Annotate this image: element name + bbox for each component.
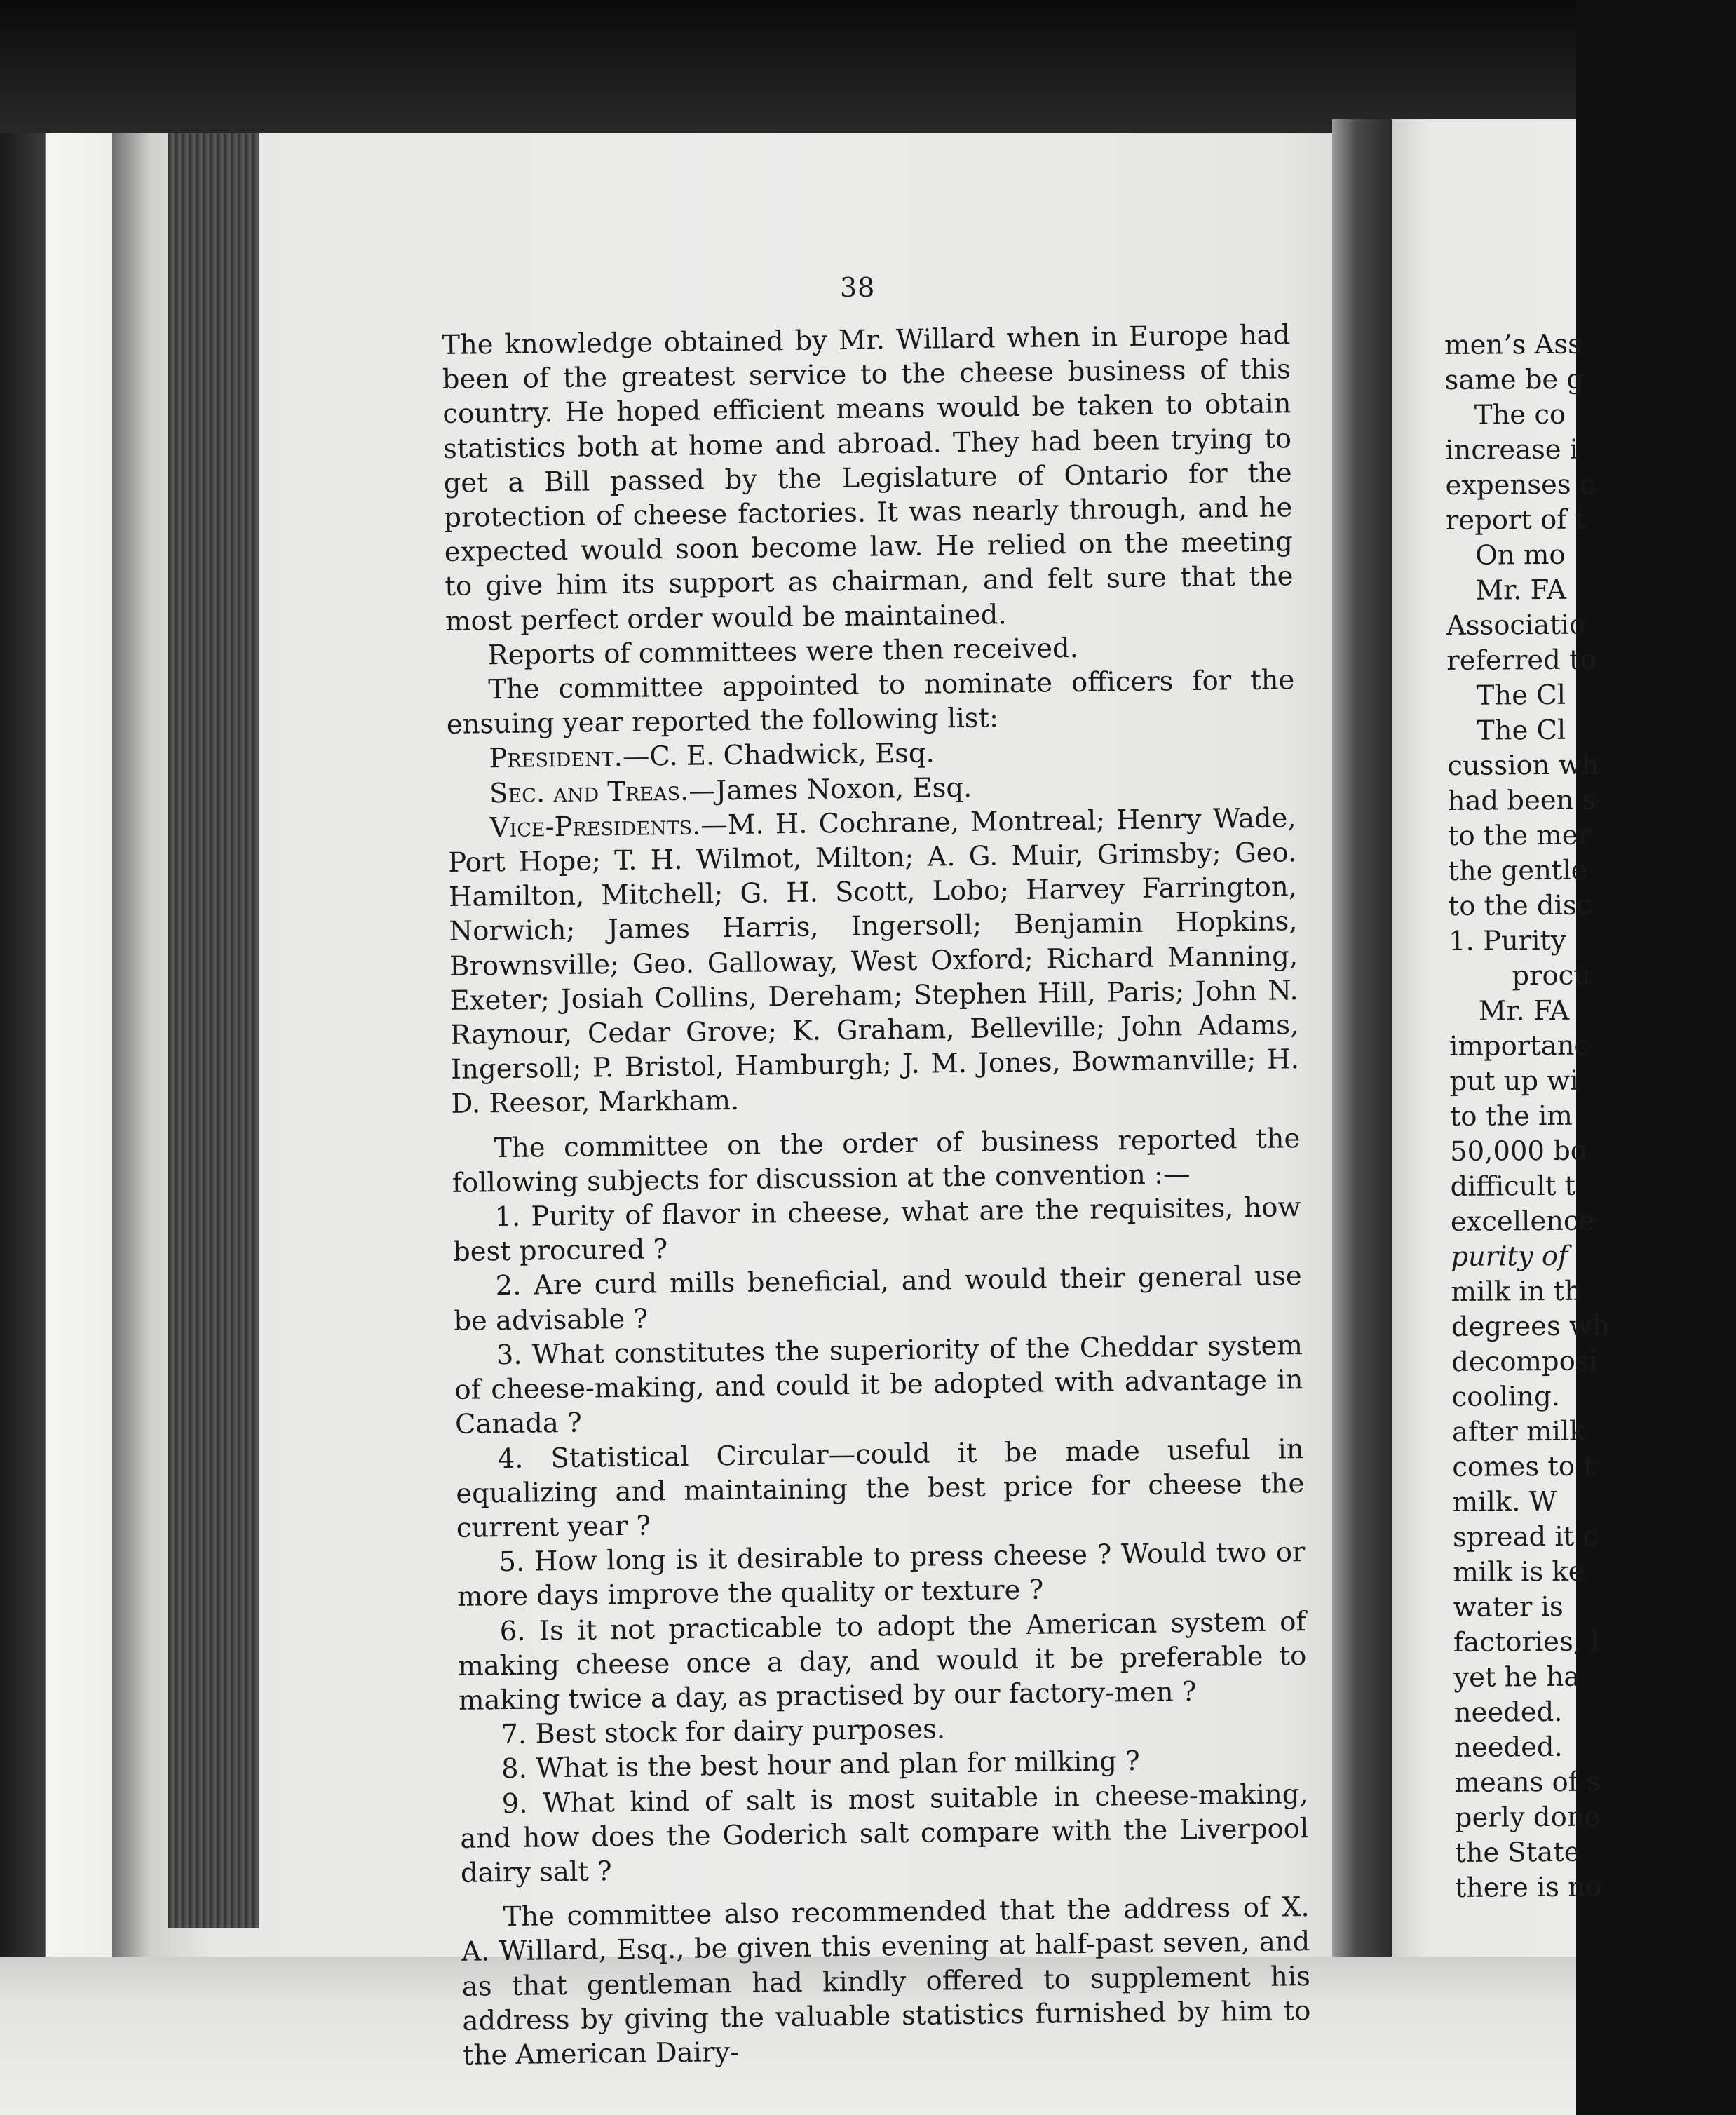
right-line: Mr. FA xyxy=(1478,994,1570,1027)
subject-item: 1. Purity of flavor in cheese, what are the requisites, how best procured ? xyxy=(452,1191,1301,1269)
right-line: procu xyxy=(1512,959,1592,992)
page-edges xyxy=(168,133,259,1928)
right-line: decomposi xyxy=(1451,1345,1599,1378)
right-page-text xyxy=(1444,326,1736,1906)
right-line: report of t xyxy=(1445,504,1587,536)
right-line: yet he ha xyxy=(1453,1661,1580,1694)
right-line: cooling. xyxy=(1451,1380,1561,1413)
right-line: there is no xyxy=(1455,1871,1602,1904)
right-line: milk is ke xyxy=(1453,1555,1585,1588)
paragraph-intro: The knowledge obtained by Mr. Willard when in Europe had been of the greatest service to the cheese business of this country. He hoped efficient means would be taken to obtain statistics both at home and abroad. They had been trying to get a Bill passed by the Legislature of Ontario for the protection of cheese factories. It was nearly through, and he expected would soon become law. He relied on the meeting to give him its support as chairman, and felt sure that the most perfect order would be maintained. xyxy=(442,319,1294,637)
right-line: comes to t xyxy=(1452,1450,1594,1483)
subject-item: 9. What kind of salt is most suitable in cheese-making, and how does the Goderich salt compare with the Liverpool dairy salt ? xyxy=(460,1778,1309,1889)
right-line: Mr. FA xyxy=(1475,574,1567,607)
right-line: to the disc xyxy=(1448,889,1592,922)
right-line: On mo xyxy=(1475,539,1566,572)
right-line: milk. W xyxy=(1452,1485,1557,1518)
right-line: expenses c xyxy=(1445,468,1595,501)
paragraph-reports: Reports of committees were then received. xyxy=(487,632,1079,672)
subject-item: 3. What constitutes the superiority of the Cheddar system of cheese-making, and could it be adopted with advantage in Canada ? xyxy=(454,1330,1303,1441)
right-line: milk in th xyxy=(1451,1275,1582,1308)
president-name: —C. E. Chadwick, Esq. xyxy=(622,737,935,773)
subject-item: 5. How long is it desirable to press cheese ? Would two or more days improve the quality or texture ? xyxy=(456,1536,1306,1614)
right-line: spread it c xyxy=(1452,1520,1599,1553)
right-line: to the mer xyxy=(1447,819,1592,852)
right-line: factories, l xyxy=(1453,1626,1599,1658)
subject-item: 2. Are curd mills beneficial, and would their general use be advisable ? xyxy=(454,1260,1302,1337)
right-line: The co xyxy=(1474,398,1566,431)
right-line: importanc xyxy=(1449,1029,1590,1062)
right-line: perly done xyxy=(1454,1801,1601,1834)
scan-background-left xyxy=(0,133,112,2115)
officer-vice-presidents xyxy=(447,801,1299,1122)
right-line: means of s xyxy=(1454,1766,1601,1799)
right-line: The Cl xyxy=(1476,714,1566,747)
subject-item: 7. Best stock for dairy purposes. xyxy=(501,1713,946,1751)
right-line: same be g xyxy=(1444,363,1585,396)
right-line: to the im xyxy=(1449,1100,1573,1133)
right-line: increase i xyxy=(1445,433,1579,466)
book-gutter xyxy=(1332,119,1392,1978)
secretary-label: Sec. and Treas. xyxy=(489,775,689,809)
paragraph-nominations: The committee appointed to nominate officers for the ensuing year reported the following list: xyxy=(446,664,1295,741)
president-label: President. xyxy=(489,741,623,775)
right-line: needed. xyxy=(1453,1731,1563,1764)
secretary-name: —James Noxon, Esq. xyxy=(689,771,972,807)
right-line: The Cl xyxy=(1476,679,1566,712)
subject-item: 6. Is it not practicable to adopt the American system of making cheese once a day, and would it be preferable to making twice a day, as practised by our factory-men ? xyxy=(458,1605,1307,1717)
right-line: Associatio xyxy=(1446,609,1586,642)
page-number: 38 xyxy=(840,272,876,303)
right-line: the State xyxy=(1455,1836,1580,1869)
right-line: had been s xyxy=(1447,784,1596,817)
right-line: 1. Purity xyxy=(1448,924,1566,957)
right-line: needed. xyxy=(1453,1696,1563,1729)
paragraph-business-intro: The committee on the order of business reported the following subjects for discussion at the convention :— xyxy=(452,1122,1301,1199)
left-page-text xyxy=(442,318,1311,2073)
right-line: put up wi xyxy=(1449,1065,1579,1097)
right-line: purity of xyxy=(1451,1240,1568,1273)
right-line: referred to xyxy=(1446,644,1596,677)
right-line: excellence xyxy=(1450,1205,1595,1238)
subject-item: 8. What is the best hour and plan for milking ? xyxy=(501,1745,1140,1785)
right-line: degrees wh xyxy=(1451,1310,1610,1343)
vice-presidents-label: Vice-Presidents. xyxy=(489,809,701,844)
right-line: water is xyxy=(1453,1590,1564,1623)
paragraph-closing: The committee also recommended that the address of X. A. Willard, Esq., be given this evening at half-past seven, and as that gentleman had kindly offered to supplement his address by giving the valuable statistics furnished by him to the American Dairy- xyxy=(461,1891,1311,2072)
right-line: after milk xyxy=(1451,1415,1586,1448)
right-line: 50,000 bo xyxy=(1450,1135,1587,1168)
right-line: men’s Ass xyxy=(1444,328,1582,361)
subject-item: 4. Statistical Circular—could it be made useful in equalizing and maintaining the best price for cheese the current year ? xyxy=(456,1433,1305,1544)
right-line: cussion wh xyxy=(1447,749,1599,782)
right-line: the gentle xyxy=(1448,854,1587,887)
vice-presidents-list: —M. H. Cochrane, Montreal; Henry Wade, Port Hope; T. H. Wilmot, Milton; A. G. Muir, Grimsby; Geo. Hamilton, Mitchell; G. H. Scott, Lobo; Harvey Farrington, Norwich; James Harris, Ingersoll; Benjamin Hopkins, Brownsville; Geo. Galloway, West Oxford; Richard Manning, Exeter; Josiah Collins, Dereham; Stephen Hill, Paris; John N. Raynour, Cedar Grove; K. Graham, Belleville; John Adams, Ingersoll; P. Bristol, Hamburgh; J. M. Jones, Bowmanville; H. D. Reesor, Markham. xyxy=(448,802,1300,1121)
right-line: difficult t xyxy=(1450,1170,1576,1203)
